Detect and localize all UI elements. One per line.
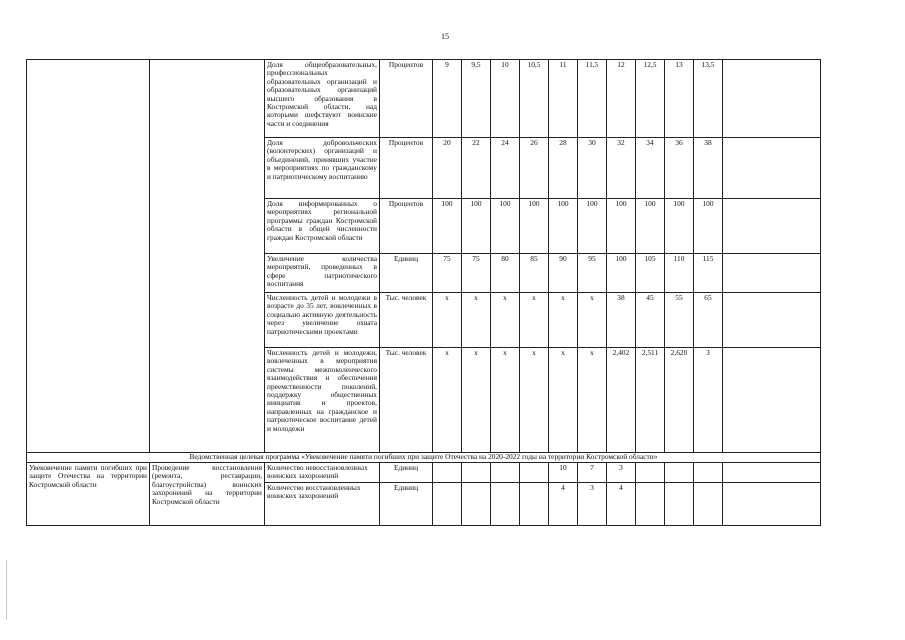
value-cell: 22 — [462, 138, 491, 199]
unit-cell: Единиц — [380, 463, 433, 483]
empty-cell — [723, 293, 821, 348]
value-cell: 20 — [433, 138, 462, 199]
empty-cell — [723, 138, 821, 199]
value-cell: 34 — [636, 138, 665, 199]
value-cell: 36 — [665, 138, 694, 199]
value-cell: 3 — [607, 463, 636, 483]
value-cell: 13,5 — [694, 60, 723, 138]
unit-cell: Тыс. человек — [380, 348, 433, 453]
value-cell: 30 — [578, 138, 607, 199]
empty-cell — [723, 199, 821, 254]
value-cell: 7 — [578, 463, 607, 483]
unit-cell: Процентов — [380, 199, 433, 254]
value-cell: 9,5 — [462, 60, 491, 138]
goal-cell: Увековечение памяти погибших при защите Отечества на территории Костромской области — [27, 463, 150, 526]
value-cell: 100 — [549, 199, 578, 254]
value-cell: 100 — [636, 199, 665, 254]
value-cell — [636, 463, 665, 483]
unit-cell: Процентов — [380, 60, 433, 138]
unit-cell: Тыс. человек — [380, 293, 433, 348]
value-cell: x — [433, 293, 462, 348]
value-cell: 13 — [665, 60, 694, 138]
value-cell: 12,5 — [636, 60, 665, 138]
value-cell: 3 — [694, 348, 723, 453]
value-cell: x — [491, 293, 520, 348]
indicator-cell: Увеличение количества мероприятий, проведенных в сфере патриотического воспитания — [265, 254, 380, 293]
value-cell: 80 — [491, 254, 520, 293]
value-cell: 4 — [549, 482, 578, 525]
value-cell: 11 — [549, 60, 578, 138]
value-cell: 100 — [462, 199, 491, 254]
value-cell — [694, 482, 723, 525]
value-cell: x — [491, 348, 520, 453]
value-cell: 100 — [491, 199, 520, 254]
value-cell: 100 — [433, 199, 462, 254]
measure-cell — [150, 60, 265, 453]
value-cell: 65 — [694, 293, 723, 348]
value-cell: 105 — [636, 254, 665, 293]
value-cell: 75 — [462, 254, 491, 293]
value-cell: x — [549, 348, 578, 453]
value-cell: x — [462, 293, 491, 348]
value-cell — [491, 463, 520, 483]
indicator-cell: Доля информированных о мероприятиях региональной программы граждан Костромской области в общей численности граждан Костромской области — [265, 199, 380, 254]
value-cell: 32 — [607, 138, 636, 199]
value-cell: 4 — [607, 482, 636, 525]
value-cell: x — [549, 293, 578, 348]
value-cell: 90 — [549, 254, 578, 293]
value-cell: 100 — [665, 199, 694, 254]
value-cell — [665, 463, 694, 483]
value-cell: 110 — [665, 254, 694, 293]
section-row — [27, 453, 821, 463]
value-cell: 9 — [433, 60, 462, 138]
value-cell: 100 — [694, 199, 723, 254]
scan-edge-mark — [6, 560, 7, 620]
indicator-cell: Численность детей и молодежи в возрасте до 35 лет, вовлеченных в социально активную деятельность через увеличение охвата патриотическими проектами — [265, 293, 380, 348]
empty-cell — [723, 348, 821, 453]
unit-cell: Единиц — [380, 254, 433, 293]
value-cell: 3 — [578, 482, 607, 525]
value-cell — [462, 463, 491, 483]
indicator-cell: Численность детей и молодежи, вовлеченных в мероприятия системы межпоколенческого взаимодействия и обеспечения преемственности поколений, поддержку общественных инициатив и проектов, направленных на гражданское и патриотическое воспитание детей и молодежи — [265, 348, 380, 453]
value-cell: 10,5 — [520, 60, 549, 138]
value-cell: 26 — [520, 138, 549, 199]
value-cell — [462, 482, 491, 525]
value-cell: x — [520, 293, 549, 348]
value-cell — [433, 463, 462, 483]
value-cell: 12 — [607, 60, 636, 138]
value-cell: 2,620 — [665, 348, 694, 453]
value-cell: 24 — [491, 138, 520, 199]
value-cell: 11,5 — [578, 60, 607, 138]
unit-cell: Единиц — [380, 482, 433, 525]
value-cell — [520, 463, 549, 483]
value-cell — [694, 463, 723, 483]
value-cell: 100 — [578, 199, 607, 254]
empty-cell — [723, 482, 821, 525]
table-row — [27, 60, 821, 138]
value-cell: x — [433, 348, 462, 453]
empty-cell — [723, 254, 821, 293]
indicator-cell: Доля общеобразовательных, профессиональных образовательных организаций и образовательных организаций высшего образования в Костромской области, над которыми шефствуют воинские части и соединения — [265, 60, 380, 138]
value-cell — [520, 482, 549, 525]
value-cell: 45 — [636, 293, 665, 348]
value-cell: 2,402 — [607, 348, 636, 453]
table-row — [27, 463, 821, 483]
value-cell: 100 — [520, 199, 549, 254]
value-cell: 38 — [607, 293, 636, 348]
unit-cell: Процентов — [380, 138, 433, 199]
value-cell: x — [520, 348, 549, 453]
value-cell — [665, 482, 694, 525]
value-cell: 55 — [665, 293, 694, 348]
value-cell: 100 — [607, 199, 636, 254]
goal-cell — [27, 60, 150, 453]
page-number: 15 — [441, 32, 449, 41]
empty-cell — [723, 463, 821, 483]
value-cell — [491, 482, 520, 525]
indicators-table — [26, 59, 821, 526]
value-cell: 85 — [520, 254, 549, 293]
value-cell: 75 — [433, 254, 462, 293]
value-cell: 10 — [549, 463, 578, 483]
empty-cell — [723, 60, 821, 138]
measure-cell: Проведение восстановления (ремонта, реставрации, благоустройства) воинских захоронений на территории Костромской области — [150, 463, 265, 526]
value-cell — [636, 482, 665, 525]
value-cell: 100 — [607, 254, 636, 293]
indicator-cell: Количество восстановленных воинских захоронений — [265, 482, 380, 525]
value-cell: x — [462, 348, 491, 453]
indicator-cell: Доля добровольческих (волонтерских) организаций и объединений, принявших участие в мероприятиях по гражданскому и патриотическому воспитанию — [265, 138, 380, 199]
value-cell: x — [578, 293, 607, 348]
value-cell: 95 — [578, 254, 607, 293]
value-cell: x — [578, 348, 607, 453]
value-cell: 38 — [694, 138, 723, 199]
section-title: Ведомственная целевая программа «Увековечение памяти погибших при защите Отечества на 2020-2022 годы на территории Костромской области» — [27, 453, 821, 463]
value-cell — [433, 482, 462, 525]
indicator-cell: Количество невосстановленных воинских захоронений — [265, 463, 380, 483]
value-cell: 28 — [549, 138, 578, 199]
value-cell: 10 — [491, 60, 520, 138]
table-body — [27, 60, 821, 526]
value-cell: 2,511 — [636, 348, 665, 453]
value-cell: 115 — [694, 254, 723, 293]
